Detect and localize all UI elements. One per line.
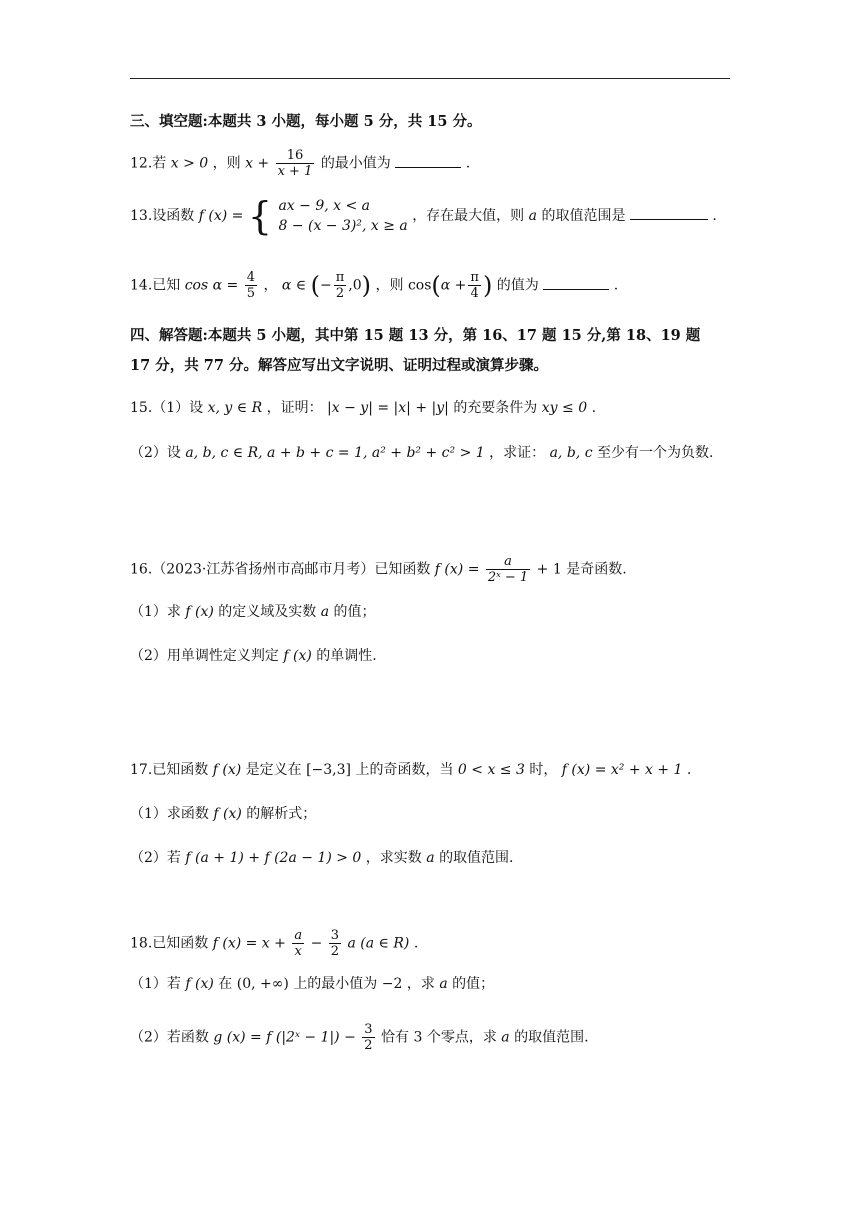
q18-p2-frac-den: 2 [364,1038,373,1053]
q14-mid: ，则 [375,277,404,294]
q14-paren2-open: ( [431,271,441,300]
q17-mid3: 时， [529,762,558,778]
q12-tail: 的最小值为 [320,155,391,172]
q16-p1-prefix: （1）求 [130,604,181,620]
q18-p2-prefix: （2）若函数 [130,1029,209,1046]
q17-prefix: 17.已知函数 [130,762,209,778]
q18-p1-mid: 在 [218,976,233,992]
q14-alpha-plus: α + [440,277,467,294]
q15-p1-tail: 的充要条件为 [453,400,538,416]
q18-tail-expr: a (a ∈ R) [347,935,410,952]
q16-p1-end: 的值； [333,604,376,620]
question-18 [130,928,418,959]
q17-p2-prefix: （2）若 [130,850,181,866]
q18-f: f (x) = x + [212,935,286,952]
q17-p2-mid: ，求实数 [365,850,422,866]
q16-p2-f: f (x) [283,648,312,664]
q15-p1-prefix: 15.（1）设 [130,400,204,416]
q18-p2-var: a [501,1029,510,1046]
section3-heading: 三、填空题:本题共 3 小题，每小题 5 分，共 15 分。 [130,113,482,130]
q12-answer-blank[interactable] [395,153,461,168]
q14-paren-open: ( [310,271,321,300]
q16-function: f (x) = [434,561,480,578]
q13-number: 13.设函数 [130,208,195,224]
question-14: 14.已知 cos α = $\frac{4}{5}$ ， α ∈ (− $\frac{\pi}{2}$ ,0) ，则 cos(α + $\frac{\pi}{4}$ ) 的值为 . [130,270,619,301]
q18-frac2-num: 3 [330,928,340,943]
q16-plus: + 1 [536,561,562,578]
q17-p2-tail: 的取值范围. [439,850,514,866]
q17-p1-f: f (x) [213,806,242,822]
q12-fraction [276,148,315,179]
question-17-part1 [130,804,316,824]
q13-case1: ax − 9, x < a [278,198,371,214]
q14-interval-end: ,0 [348,277,362,294]
question-16-part1 [130,602,376,622]
q18-prefix: 18.已知函数 [130,935,209,952]
question-17 [130,760,691,780]
q14-tail: 的值为 [496,277,539,294]
q13-answer-blank[interactable] [630,205,708,220]
q14-interval-frac [334,270,347,301]
q16-p1-var: a [320,604,330,620]
q13-tail: 的取值范围是 [541,208,626,224]
q14-sep: ， [263,277,278,294]
section4-heading-line2: 17 分，共 77 分。解答应写出文字说明、证明过程或演算步骤。 [130,357,548,374]
q13-brace: { [247,194,272,238]
q15-p2-vars: a, b, c [549,445,593,461]
q15-p1-end: . [591,400,597,416]
q12-frac-den: x + 1 [277,164,313,179]
question-18-part2 [130,1022,589,1053]
question-18-part1 [130,974,494,994]
q17-end: . [686,762,692,778]
q18-p1-val: −2 [381,976,403,992]
q18-p1-mid3: ，求 [406,976,435,992]
q15-p2-prefix: （2）设 [130,445,181,461]
q18-frac2 [329,928,341,959]
q13-var: a [528,208,537,224]
q12-condition: x > 0 [170,155,209,172]
q17-mid2: 上的奇函数，当 [355,762,454,778]
q16-frac-num: a [486,554,530,570]
q18-p2-tail: 的取值范围. [514,1029,589,1046]
q17-interval: [−3,3] [306,762,351,778]
q14-alpha-in: α ∈ [281,277,307,294]
q14-answer-blank[interactable] [543,275,609,290]
section4-heading-line1: 四、解答题:本题共 5 小题，其中第 15 题 13 分，第 16、17 题 15 分,第 18、19 题 [130,327,701,344]
q14-cos: cos α = [184,277,239,294]
q14-pi-den: 4 [470,286,479,301]
question-15-part1 [130,398,596,418]
q14-end: . [613,277,619,294]
q15-p2-tail: 至少有一个为负数. [596,445,714,461]
question-15-part2 [130,443,713,463]
q15-p1-cond: xy ≤ 0 [541,400,588,416]
q15-p1-mid: ，证明： [266,400,323,416]
q14-pi-frac [468,270,481,301]
q18-end: . [413,935,419,952]
q18-p1-prefix: （1）若 [130,976,181,992]
q14-frac-num: 4 [246,270,255,285]
q15-p2-cond: a, b, c ∈ R, a + b + c = 1, a² + b² + c² > 1 [185,445,485,461]
question-16-part2 [130,646,377,666]
q16-fraction [486,554,530,585]
q16-p2-tail: 的单调性. [316,648,377,664]
q17-cond: 0 < x ≤ 3 [457,762,525,778]
q14-paren2-close: ) [482,271,493,300]
q17-mid1: 是定义在 [245,762,302,778]
q13-case2: 8 − (x − 3)², x ≥ a [278,218,408,234]
q13-function: f (x) = [198,208,244,224]
q18-frac1 [292,928,304,959]
q14-frac-den: 5 [246,286,255,301]
q13-mid: ，存在最大值，则 [412,208,525,224]
q16-tail: 是奇函数. [566,561,627,578]
q17-p1-tail: 的解析式； [246,806,317,822]
q15-p1-vars: x, y ∈ R [207,400,263,416]
q14-interval-den: 2 [335,286,345,301]
q14-paren-close: ) [361,271,372,300]
q14-fraction [245,270,257,301]
q18-p2-frac [362,1022,374,1053]
q15-p2-mid: ，求证： [489,445,546,461]
q16-p1-f: f (x) [185,604,214,620]
q17-eq: f (x) = x² + x + 1 [561,762,683,778]
question-12 [130,148,470,179]
header-rule [130,78,730,79]
q18-frac1-num: a [294,928,303,943]
q18-p1-f: f (x) [185,976,214,992]
q14-cos2: cos [407,277,432,294]
q12-frac-num: 16 [276,148,315,164]
q17-p2-ineq: f (a + 1) + f (2a − 1) > 0 [185,850,362,866]
question-16 [130,554,627,585]
q12-expr: x + [245,155,270,172]
q18-p1-mid2: 上的最小值为 [293,976,378,992]
q15-p1-eq: |x − y| = |x| + |y| [327,400,449,416]
q12-end: . [465,155,471,172]
q18-p2-frac-num: 3 [364,1022,373,1037]
q18-p2-g: g (x) = f (|2ˣ − 1|) − [213,1029,356,1046]
q18-p1-tail: 的值； [452,976,495,992]
q14-interval-num: π [335,270,345,285]
q12-number: 12.若 [130,155,167,172]
q13-cases [278,196,407,236]
q13-end: . [712,208,717,224]
q16-p1-tail: 的定义域及实数 [218,604,317,620]
q16-frac-den: 2ˣ − 1 [487,570,529,585]
q17-p1-prefix: （1）求函数 [130,806,209,822]
q14-number: 14.已知 [130,277,181,294]
q18-minus: − [310,935,323,952]
q16-prefix: 16.（2023·江苏省扬州市高邮市月考）已知函数 [130,561,431,578]
q18-frac2-den: 2 [330,944,340,959]
q17-p2-var: a [426,850,435,866]
q14-pi-num: π [470,270,479,285]
q18-p2-mid: 恰有 3 个零点，求 [381,1029,497,1046]
q18-p1-interval: (0, +∞) [236,976,289,992]
question-17-part2 [130,848,514,868]
q18-frac1-den: x [294,944,302,959]
q17-f: f (x) [212,762,242,778]
q16-p2-prefix: （2）用单调性定义判定 [130,648,279,664]
question-13 [130,196,717,236]
q12-mid: ，则 [212,155,241,172]
q18-p1-var: a [439,976,448,992]
